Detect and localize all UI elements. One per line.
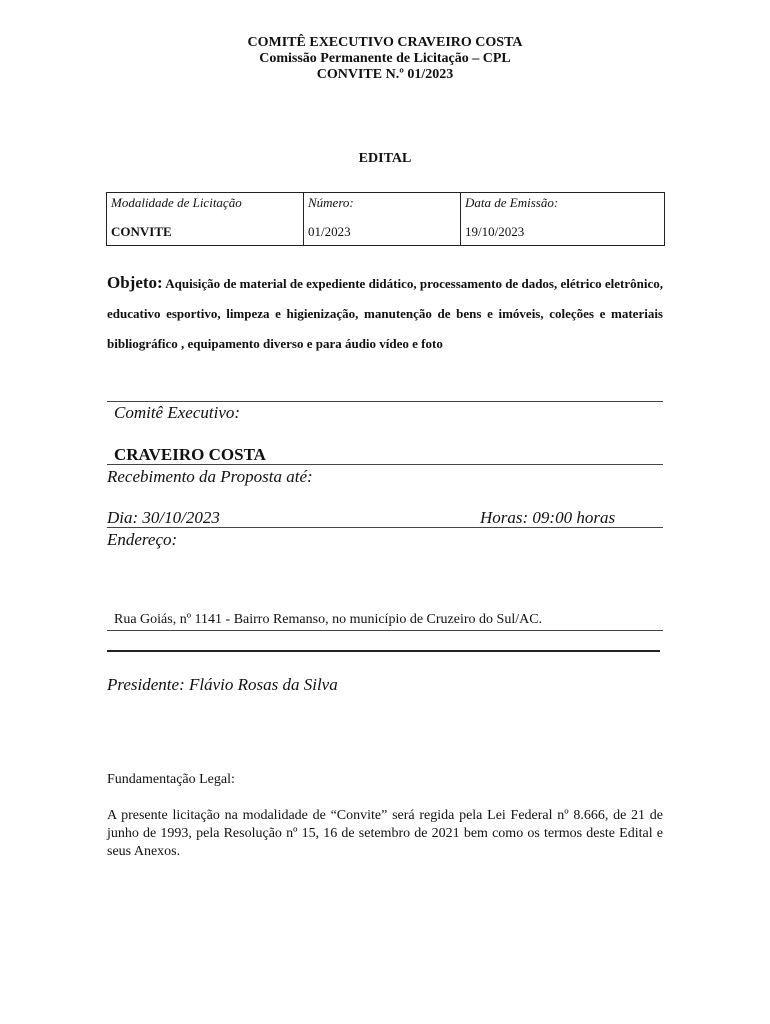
modalidade-label: Modalidade de Licitação xyxy=(111,195,242,210)
modalidade-cell xyxy=(107,193,304,246)
recebimento-dia: Dia: 30/10/2023 xyxy=(107,508,220,527)
numero-label: Número: xyxy=(308,195,354,210)
page-title: EDITAL xyxy=(358,151,412,166)
data-emissao-label: Data de Emissão: xyxy=(465,195,559,210)
objeto-paragraph xyxy=(107,268,663,359)
fundamentacao-text: A presente licitação na modalidade de “Convite” será regida pela Lei Federal nº 8.666, de 21 de junho de 1993, pela Resolução nº 15, 16 de setembro de 2021 bem como os termos deste Edital e seus Anexos. xyxy=(107,808,663,859)
numero-value: 01/2023 xyxy=(308,224,351,239)
header-line-2: Comissão Permanente de Licitação – CPL xyxy=(259,51,511,66)
divider xyxy=(107,527,663,528)
comite-label: Comitê Executivo: xyxy=(114,403,241,422)
divider xyxy=(107,650,660,652)
data-emissao-value: 19/10/2023 xyxy=(465,224,525,239)
numero-cell xyxy=(304,193,461,246)
divider xyxy=(107,464,663,465)
divider xyxy=(107,401,663,402)
header-line-3: CONVITE N.º 01/2023 xyxy=(316,67,454,82)
divider xyxy=(107,630,663,631)
header-line-1: COMITÊ EXECUTIVO CRAVEIRO COSTA xyxy=(247,35,523,50)
fundamentacao-title: Fundamentação Legal: xyxy=(107,772,235,787)
data-emissao-cell xyxy=(461,193,665,246)
info-table xyxy=(106,192,665,246)
objeto-text: Aquisição de material de expediente didático, processamento de dados, elétrico eletrônico, educativo esportivo, limpeza e higienização, manutenção de bens e imóveis, coleções e materiais bibliográfico , equipamento diverso e para áudio vídeo e foto xyxy=(107,276,663,351)
endereco-label: Endereço: xyxy=(107,530,178,549)
recebimento-horas: Horas: 09:00 horas xyxy=(480,508,616,527)
modalidade-value: CONVITE xyxy=(111,224,172,239)
presidente: Presidente: Flávio Rosas da Silva xyxy=(107,675,338,694)
recebimento-label: Recebimento da Proposta até: xyxy=(107,467,313,486)
endereco-value: Rua Goiás, nº 1141 - Bairro Remanso, no município de Cruzeiro do Sul/AC. xyxy=(114,612,543,627)
objeto-label: Objeto: xyxy=(107,273,163,292)
comite-value: CRAVEIRO COSTA xyxy=(114,445,266,464)
